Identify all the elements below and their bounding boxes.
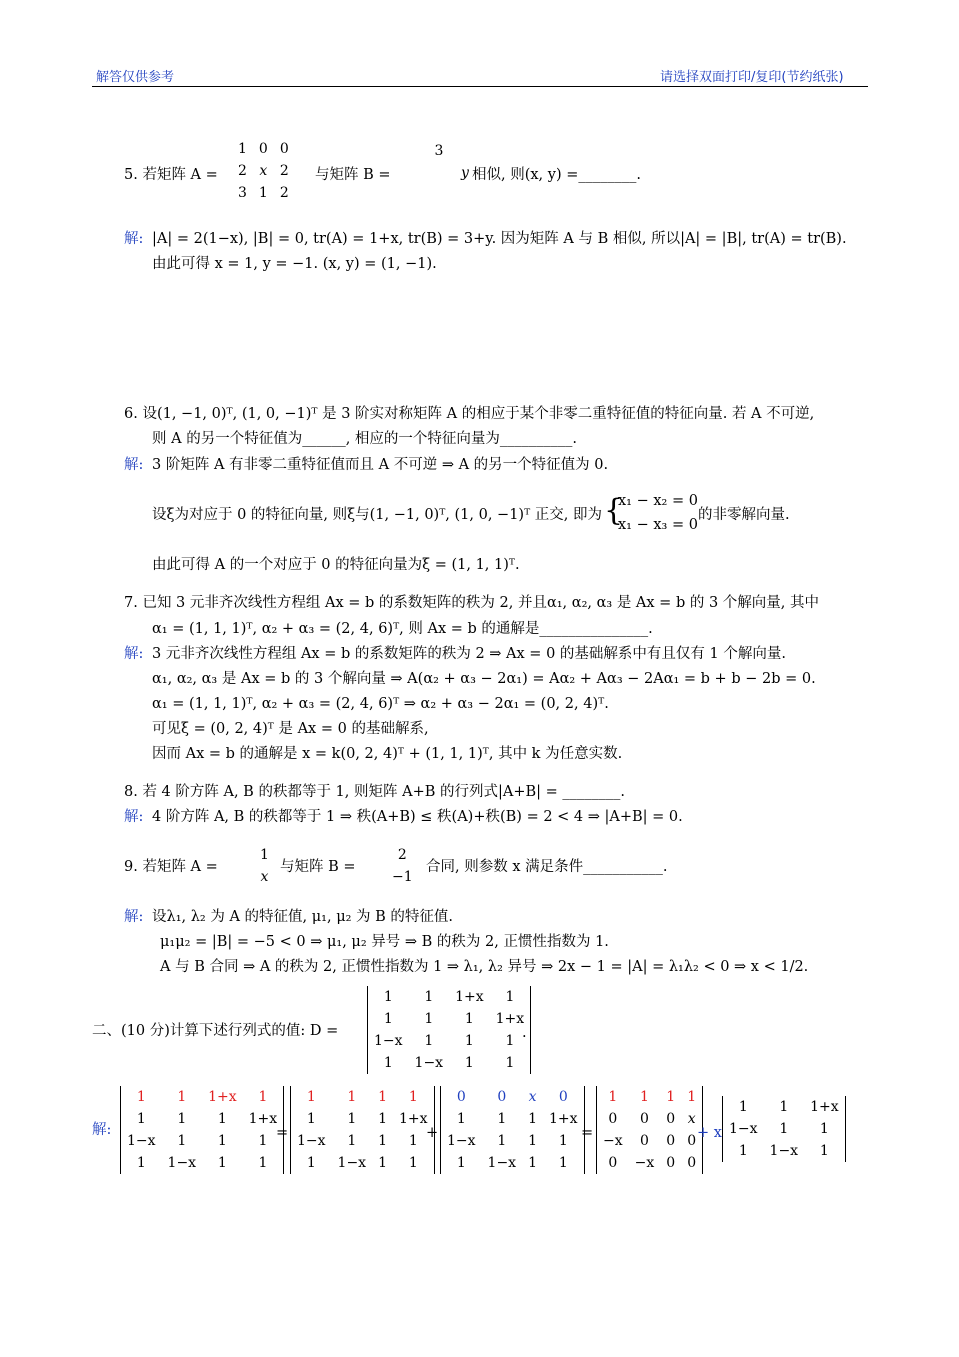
q7-stem-1: 7. 已知 3 元非齐次线性方程组 Ax = b 的系数矩阵的秩为 2, 并且α₁, α₂, α₃ 是 Ax = b 的 3 个解向量, 其中 [124,595,819,611]
part2-det-4: 1 1 1 1 0 0 0 x −x 0 0 0 0 −x 0 0 [596,1086,703,1174]
q9-stem-b: 与矩阵 B = [280,859,356,875]
part2-stem-period: . [522,1025,527,1041]
q8-sol: 4 阶方阵 A, B 的秩都等于 1 ⇒ 秩(A+B) ≤ 秩(A)+秩(B) = 2 < 4 ⇒ |A+B| = 0. [152,809,683,825]
q8-stem: 8. 若 4 阶方阵 A, B 的秩都等于 1, 则矩阵 A+B 的行列式|A+B| = ________. [124,784,626,800]
q6-sol-2b: 的非零解向量. [698,507,790,523]
q7-stem-2: α₁ = (1, 1, 1)ᵀ, α₂ + α₃ = (2, 4, 6)ᵀ, 则 Ax = b 的通解是_______________. [152,621,653,637]
header-left: 解答仅供参考 [96,70,175,85]
q5-matrix-a: 1 0 0 2 x 2 3 1 2 [238,141,289,201]
q7-sol-3: α₁ = (1, 1, 1)ᵀ, α₂ + α₃ = (2, 4, 6)ᵀ ⇒ α₂ + α₃ − 2α₁ = (0, 2, 4)ᵀ. [152,696,609,712]
part2-det-1: 1 1 1+x 1 1 1 1 1+x 1−x 1 1 1 1 1−x 1 1 [120,1086,284,1174]
q5-sol-label: 解: [124,231,144,247]
q8-sol-label: 解: [124,809,144,825]
part2-det-2: 1 1 1 1 1 1 1 1+x 1−x 1 1 1 1 1−x 1 1 [290,1086,435,1174]
q7-sol-4: 可见ξ = (0, 2, 4)ᵀ 是 Ax = 0 的基础解系, [152,721,429,737]
q9-matrix-b: 2 −1 [392,847,413,885]
part2-det-5: 1 1 1+x 1−x 1 1 1 1−x 1 [722,1096,846,1162]
part2-sol-label: 解: [92,1122,112,1138]
q9-stem-a: 9. 若矩阵 A = [124,859,218,875]
q6-sol-2a: 设ξ为对应于 0 的特征向量, 则ξ与(1, −1, 0)ᵀ, (1, 0, −1)ᵀ 正交, 即为 [152,507,603,523]
q9-stem-c: 合同, 则参数 x 满足条件___________. [426,859,668,875]
q6-sol-3: 由此可得 A 的一个对应于 0 的特征向量为ξ = (1, 1, 1)ᵀ. [152,557,520,573]
q5-sol-2: 由此可得 x = 1, y = −1. (x, y) = (1, −1). [152,256,437,272]
part2-det-3: 0 0 x 0 1 1 1 1+x 1−x 1 1 1 1 1−x 1 1 [440,1086,585,1174]
q9-sol-label: 解: [124,909,144,925]
q9-matrix-a: 1 x [260,847,269,885]
q5-matrix-b: 3 y [434,143,469,181]
q9-sol-1: 设λ₁, λ₂ 为 A 的特征值, μ₁, μ₂ 为 B 的特征值. [152,909,454,925]
q6-brace: { [604,493,624,528]
header-right: 请选择双面打印/复印(节约纸张) [660,70,844,85]
q6-sol-1: 3 阶矩阵 A 有非零二重特征值而且 A 不可逆 ⇒ A 的另一个特征值为 0. [152,457,609,473]
part2-stem: 二、(10 分)计算下述行列式的值: D = [92,1023,339,1039]
header-rule [92,86,868,87]
q7-sol-2: α₁, α₂, α₃ 是 Ax = b 的 3 个解向量 ⇒ A(α₂ + α₃ − 2α₁) = Aα₂ + Aα₃ − 2Aα₁ = b + b − 2b = 0. [152,671,816,687]
q5-stem-a: 5. 若矩阵 A = [124,167,218,183]
part2-eq-2: = [581,1125,594,1141]
q5-stem-c: 相似, 则(x, y) =________. [472,167,641,183]
part2-determinant: 1 1 1+x 1 1 1 1 1+x 1−x 1 1 1 1 1−x 1 1 [367,986,531,1074]
q7-sol-label: 解: [124,646,144,662]
q6-stem-1: 6. 设(1, −1, 0)ᵀ, (1, 0, −1)ᵀ 是 3 阶实对称矩阵 A 的相应于某个非零二重特征值的特征向量. 若 A 不可逆, [124,406,815,422]
q9-sol-3: A 与 B 合同 ⇒ A 的秩为 2, 正惯性指数为 1 ⇒ λ₁, λ₂ 异号 ⇒ 2x − 1 = |A| = λ₁λ₂ < 0 ⇒ x < 1/2. [160,959,809,975]
q5-sol-1: |A| = 2(1−x), |B| = 0, tr(A) = 1+x, tr(B) = 3+y. 因为矩阵 A 与 B 相似, 所以|A| = |B|, tr(A) = tr(B). [152,231,847,247]
part2-plus-x: + x [697,1125,722,1141]
q6-stem-2: 则 A 的另一个特征值为______, 相应的一个特征向量为__________. [152,431,578,447]
part2-plus-1: + [426,1125,439,1141]
q6-sol-label: 解: [124,457,144,473]
q7-sol-5: 因而 Ax = b 的通解是 x = k(0, 2, 4)ᵀ + (1, 1, 1)ᵀ, 其中 k 为任意实数. [152,746,623,762]
q7-sol-1: 3 元非齐次线性方程组 Ax = b 的系数矩阵的秩为 2 ⇒ Ax = 0 的基础解系中有且仅有 1 个解向量. [152,646,786,662]
q6-system-eq1: x₁ − x₂ = 0 [618,493,698,509]
part2-eq-1: = [276,1125,289,1141]
q9-sol-2: μ₁μ₂ = |B| = −5 < 0 ⇒ μ₁, μ₂ 异号 ⇒ B 的秩为 2, 正惯性指数为 1. [160,934,609,950]
q6-system-eq2: x₁ − x₃ = 0 [618,517,698,533]
q5-stem-b: 与矩阵 B = [315,167,391,183]
